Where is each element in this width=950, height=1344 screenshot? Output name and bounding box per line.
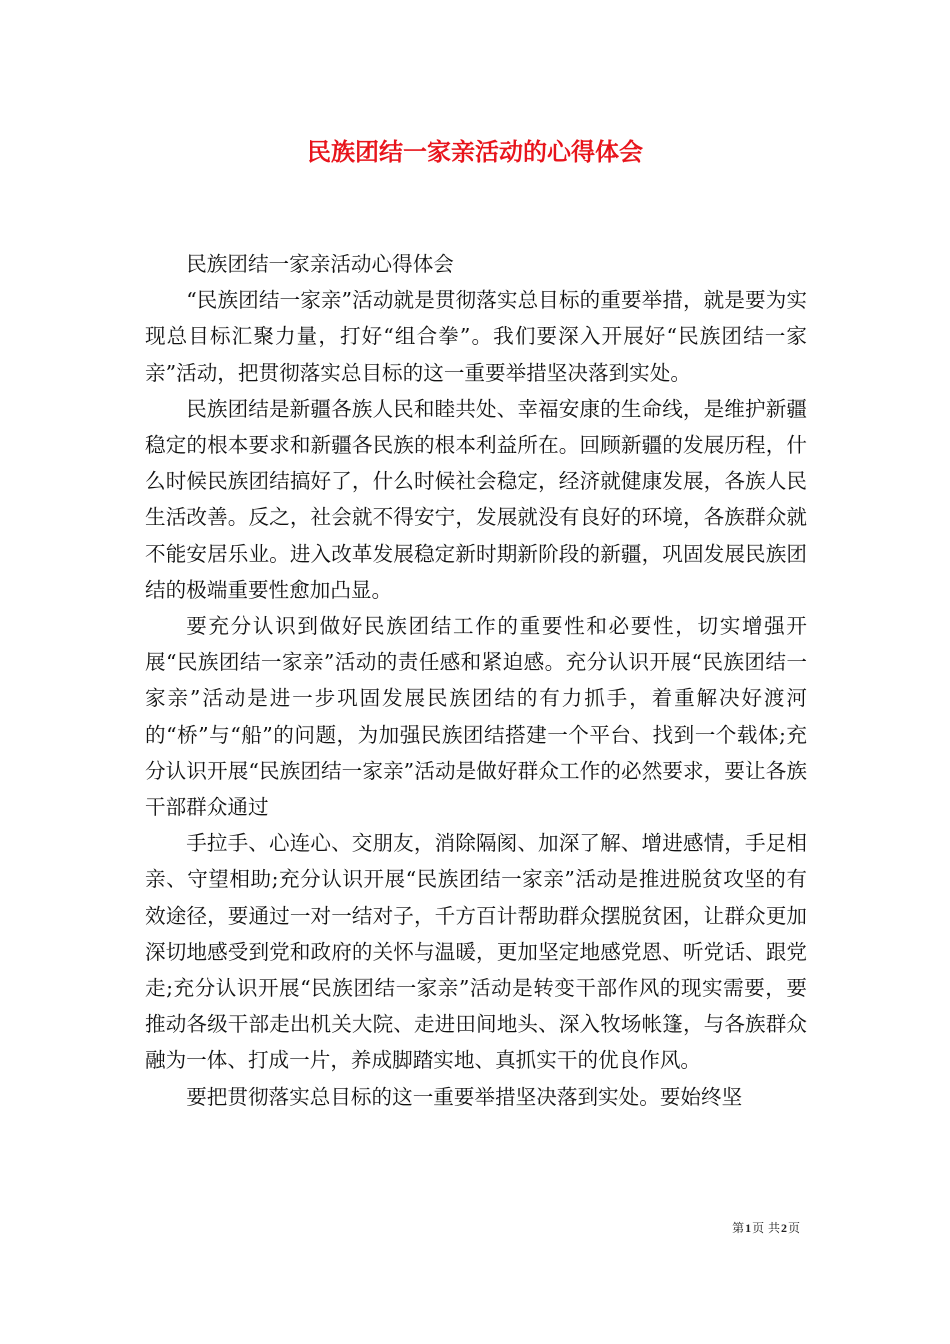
- document-title: 民族团结一家亲活动的心得体会: [307, 137, 643, 166]
- paragraph-3: 要充分认识到做好民族团结工作的重要性和必要性，切实增强开展“民族团结一家亲”活动的责任感和紧迫感。充分认识开展“民族团结一家亲”活动是进一步巩固发展民族团结的有力抓手，着重解决好渡河的“桥”与“船”的问题，为加强民族团结搭建一个平台、找到一个载体;充分认识开展“民族团结一家亲”活动是做好群众工作的必然要求，要让各族干部群众通过: [145, 614, 807, 820]
- paragraph-1: “民族团结一家亲”活动就是贯彻落实总目标的重要举措，就是要为实现总目标汇聚力量，打好“组合拳”。我们要深入开展好“民族团结一家亲”活动，把贯彻落实总目标的这一重要举措坚决落到实处。: [145, 288, 807, 385]
- footer-current-page: 1: [745, 1221, 752, 1235]
- document-body: [145, 246, 807, 1115]
- paragraph-5: 要把贯彻落实总目标的这一重要举措坚决落到实处。要始终坚: [186, 1084, 743, 1109]
- paragraph-4: 手拉手、心连心、交朋友，消除隔阂、加深了解、增进感情，手足相亲、守望相助;充分认识开展“民族团结一家亲”活动是推进脱贫攻坚的有效途径，要通过一对一结对子，千方百计帮助群众摆脱贫困，让群众更加深切地感受到党和政府的关怀与温暖，更加坚定地感党恩、听党话、跟党走;充分认识开展“民族团结一家亲”活动是转变干部作风的现实需要，要推动各级干部走出机关大院、走进田间地头、深入牧场帐篷，与各族群众融为一体、打成一片，养成脚踏实地、真抓实干的优良作风。: [145, 831, 807, 1073]
- footer-suffix: 页: [787, 1221, 800, 1235]
- paragraph-subtitle: 民族团结一家亲活动心得体会: [186, 252, 454, 276]
- footer-total-pages: 2: [780, 1221, 787, 1235]
- paragraph-2: 民族团结是新疆各族人民和睦共处、幸福安康的生命线，是维护新疆稳定的根本要求和新疆各民族的根本利益所在。回顾新疆的发展历程，什么时候民族团结搞好了，什么时候社会稳定，经济就健康发展，各族人民生活改善。反之，社会就不得安宁，发展就没有良好的环境，各族群众就不能安居乐业。进入改革发展稳定新时期新阶段的新疆，巩固发展民族团结的极端重要性愈加凸显。: [145, 396, 807, 602]
- footer-prefix: 第: [732, 1221, 745, 1235]
- footer-middle: 页 共: [752, 1221, 780, 1235]
- page-number-footer: [732, 1219, 800, 1236]
